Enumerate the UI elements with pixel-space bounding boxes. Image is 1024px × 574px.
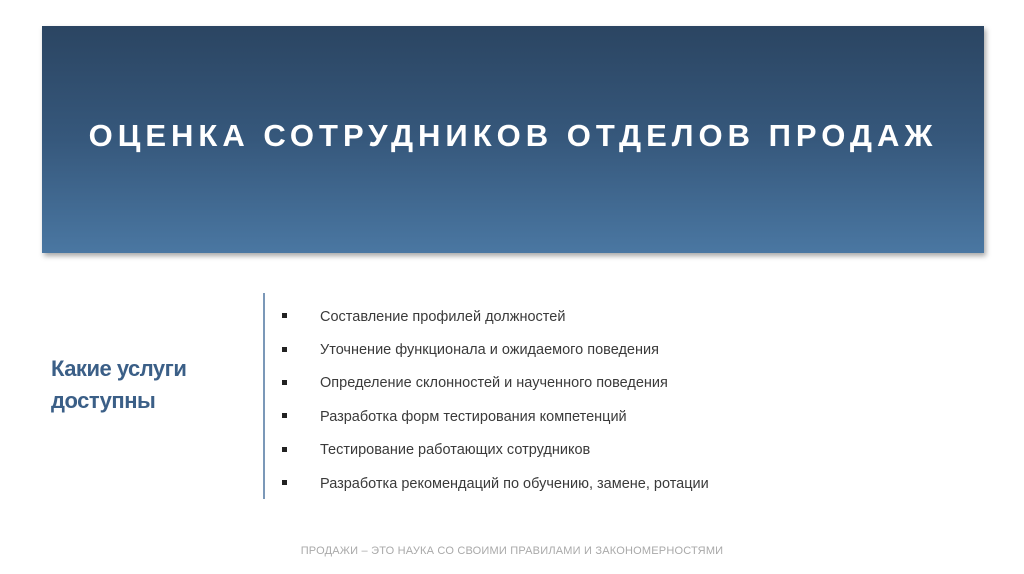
- slide-title: ОЦЕНКА СОТРУДНИКОВ ОТДЕЛОВ ПРОДАЖ: [88, 118, 938, 153]
- bullet-square-icon: [282, 313, 287, 318]
- bullet-square-icon: [282, 347, 287, 352]
- services-list: [282, 300, 709, 500]
- vertical-divider: [263, 293, 265, 499]
- list-item-text: Тестирование работающих сотрудников: [320, 442, 591, 459]
- bullet-square-icon: [282, 380, 287, 385]
- services-heading-line1: Какие услуги: [51, 356, 187, 381]
- list-item: [282, 300, 709, 333]
- list-item-text: Разработка рекомендаций по обучению, замене, ротации: [320, 475, 709, 492]
- list-item-text: Уточнение функционала и ожидаемого поведения: [320, 342, 659, 359]
- bullet-square-icon: [282, 413, 287, 418]
- bullet-square-icon: [282, 447, 287, 452]
- list-item-text: Разработка форм тестирования компетенций: [320, 408, 627, 425]
- services-heading-line2: доступны: [51, 388, 156, 413]
- list-item-text: Составление профилей должностей: [320, 308, 566, 325]
- title-banner: [42, 26, 984, 253]
- list-item: [282, 367, 709, 400]
- list-item: [282, 434, 709, 467]
- footer-tagline: ПРОДАЖИ – ЭТО НАУКА СО СВОИМИ ПРАВИЛАМИ И ЗАКОНОМЕРНОСТЯМИ: [300, 545, 724, 557]
- list-item-text: Определение склонностей и наученного поведения: [320, 375, 668, 392]
- bullet-square-icon: [282, 480, 287, 485]
- services-heading: [51, 353, 241, 417]
- list-item: [282, 400, 709, 433]
- list-item: [282, 467, 709, 500]
- list-item: [282, 333, 709, 366]
